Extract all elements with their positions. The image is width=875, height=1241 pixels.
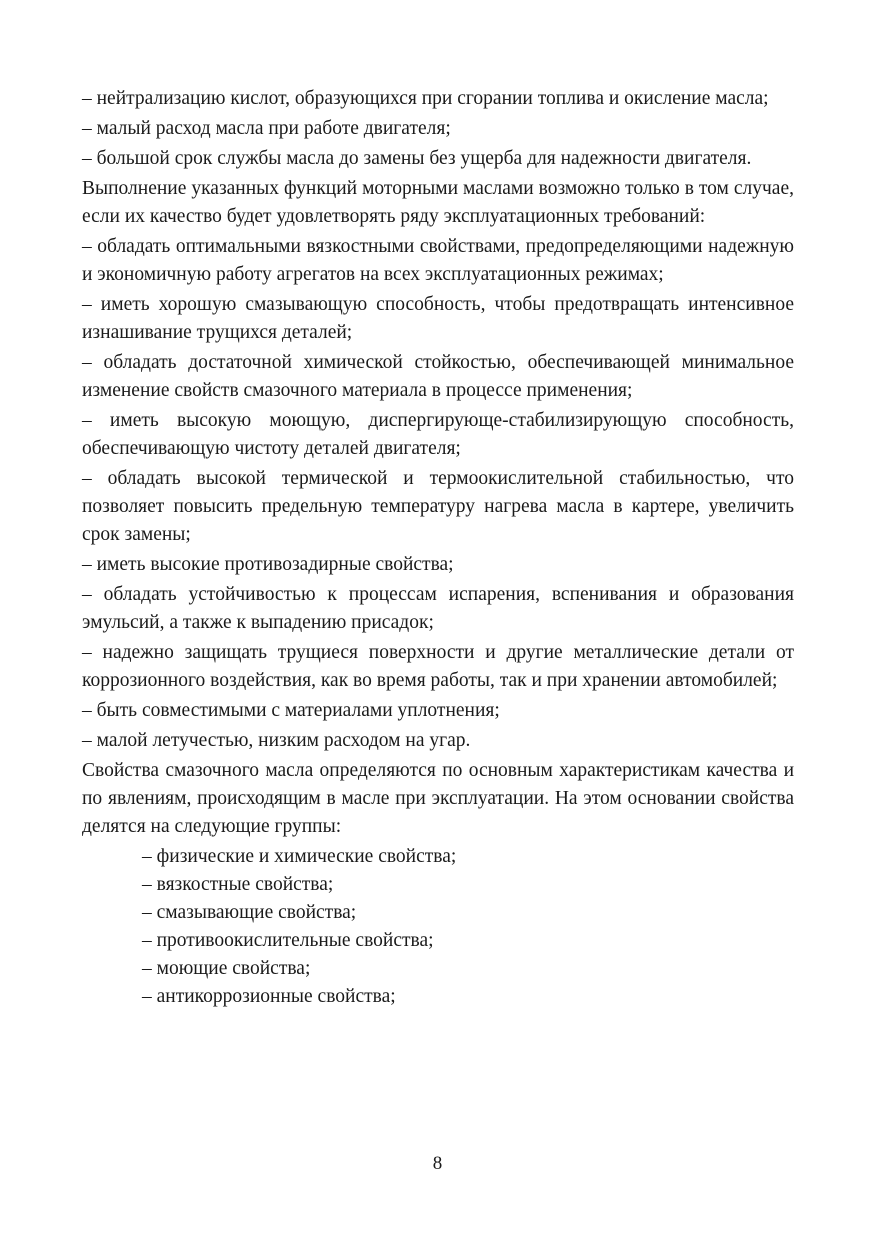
property-group-item-2: – вязкостные свойства; [142,874,334,895]
requirement-item-3: – обладать достаточной химической стойкостью, обеспечивающей минимальное изменение свойств смазочного материала в процессе применения; [82,352,794,401]
document-page [82,85,794,1011]
property-groups-list [82,843,794,1011]
paragraph-properties: Свойства смазочного масла определяются по основным характеристикам качества и по явлениям, происходящим в масле при эксплуатации. На этом основании свойства делятся на следующие группы: [82,760,794,837]
requirement-item-6: – иметь высокие противозадирные свойства; [82,554,454,575]
requirement-item-8: – надежно защищать трущиеся поверхности и другие металлические детали от коррозионного воздействия, как во время работы, так и при хранении автомобилей; [82,642,794,691]
requirement-item-10: – малой летучестью, низким расходом на угар. [82,730,471,751]
property-group-item-5: – моющие свойства; [142,958,311,979]
page-number: 8 [432,1153,443,1174]
requirement-item-9: – быть совместимыми с материалами уплотнения; [82,700,500,721]
requirement-item-2: – иметь хорошую смазывающую способность, чтобы предотвращать интенсивное изнашивание трущихся деталей; [82,294,794,343]
requirement-item-5: – обладать высокой термической и термоокислительной стабильностью, что позволяет повысить предельную температуру нагрева масла в картере, увеличить срок замены; [82,468,794,545]
requirement-item-4: – иметь высокую моющую, диспергирующе-стабилизирующую способность, обеспечивающую чистоту деталей двигателя; [82,410,794,459]
property-group-item-6: – антикоррозионные свойства; [142,986,396,1007]
property-group-item-3: – смазывающие свойства; [142,902,357,923]
paragraph-requirements: Выполнение указанных функций моторными маслами возможно только в том случае, если их качество будет удовлетворять ряду эксплуатационных требований: [82,178,794,227]
intro-item-1: – нейтрализацию кислот, образующихся при сгорании топлива и окисление масла; [82,88,769,109]
intro-item-2: – малый расход масла при работе двигателя; [82,118,451,139]
requirement-item-7: – обладать устойчивостью к процессам испарения, вспенивания и образования эмульсий, а также к выпадению присадок; [82,584,794,633]
property-group-item-1: – физические и химические свойства; [142,846,457,867]
property-group-item-4: – противоокислительные свойства; [142,930,434,951]
requirement-item-1: – обладать оптимальными вязкостными свойствами, предопределяющими надежную и экономичную работу агрегатов на всех эксплуатационных режимах; [82,236,794,285]
intro-item-3: – большой срок службы масла до замены без ущерба для надежности двигателя. [82,148,752,169]
